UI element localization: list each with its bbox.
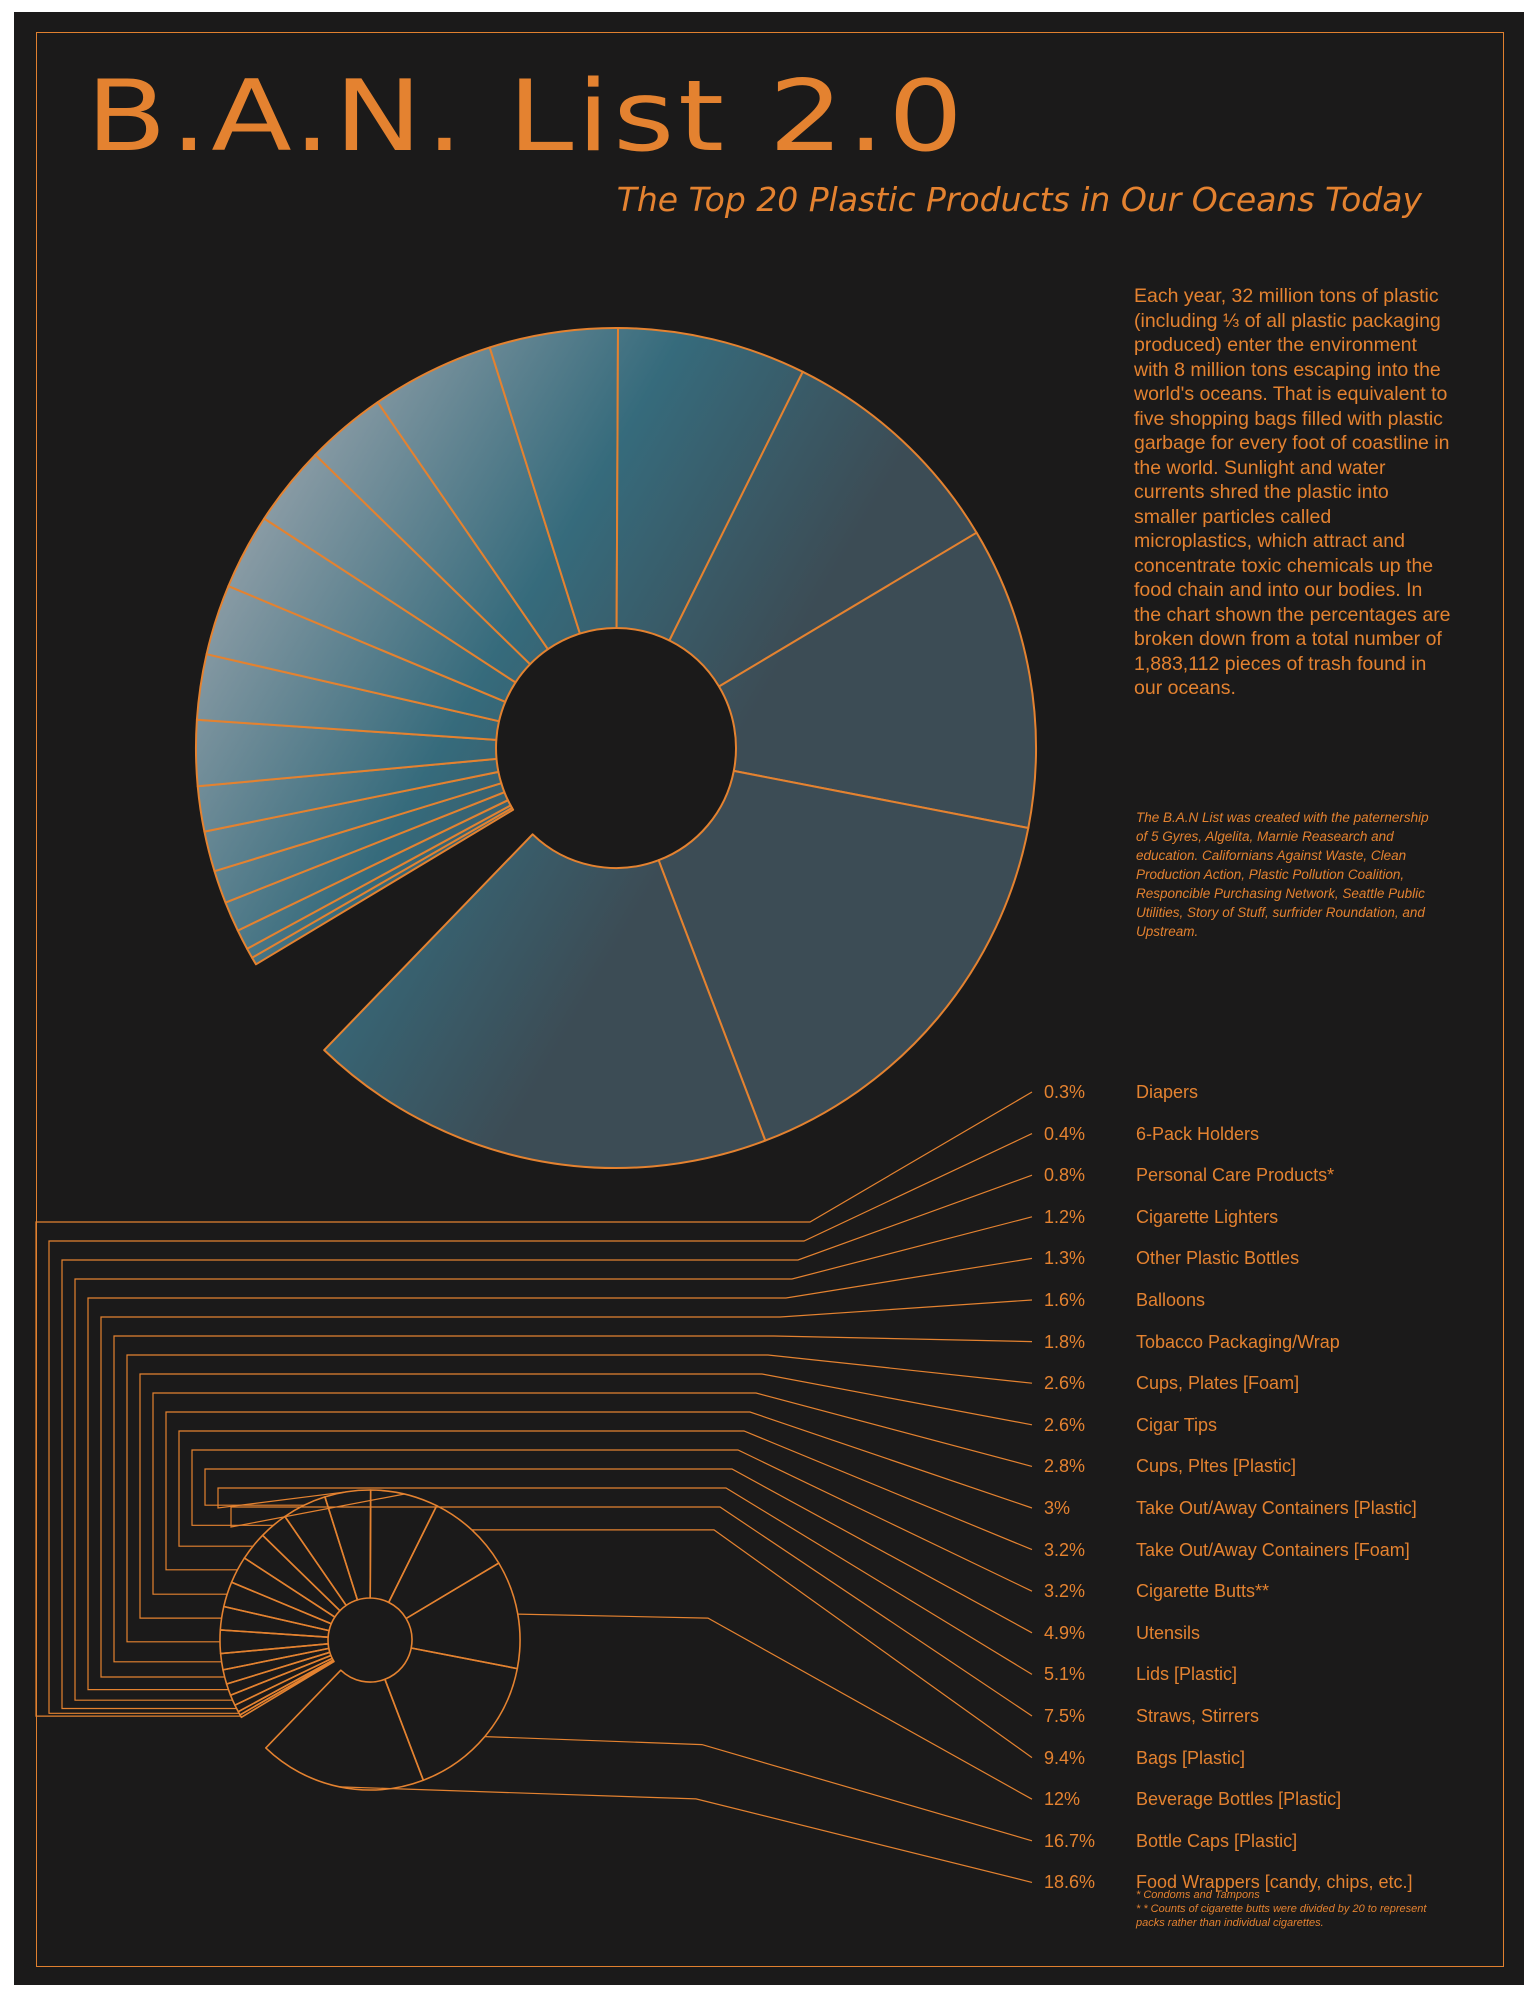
- legend-label: Other Plastic Bottles: [1136, 1248, 1300, 1269]
- legend-value: 12%: [1044, 1789, 1081, 1810]
- footnote-condoms: * Condoms and Tampons: [1136, 1889, 1260, 1901]
- outline-wedge-beverage-bottles-plastic: [406, 1563, 520, 1669]
- legend-value: 1.8%: [1044, 1331, 1086, 1352]
- legend-label: 6-Pack Holders: [1136, 1123, 1260, 1144]
- legend-label: Bottle Caps [Plastic]: [1136, 1830, 1298, 1851]
- footnote-cigarette-butts: * * Counts of cigarette butts were divided by 20 to represent packs rather than individual cigarettes.: [1136, 1903, 1427, 1929]
- legend-value: 4.9%: [1044, 1622, 1086, 1643]
- legend-value: 0.4%: [1044, 1123, 1086, 1144]
- legend-value: 3.2%: [1044, 1581, 1086, 1602]
- legend-value: 3%: [1044, 1498, 1071, 1518]
- legend-value: 2.6%: [1044, 1414, 1086, 1435]
- legend-label: Cups, Plates [Foam]: [1136, 1373, 1300, 1394]
- legend-label: Cigarette Butts**: [1136, 1581, 1270, 1602]
- outline-wedge-bottle-caps-plastic: [385, 1648, 517, 1780]
- small-spiral: [220, 1490, 520, 1790]
- legend-value: 3.2%: [1044, 1539, 1086, 1560]
- legend-value: 2.8%: [1044, 1456, 1086, 1477]
- legend-value: 7.5%: [1044, 1706, 1086, 1726]
- legend-label: Take Out/Away Containers [Foam]: [1136, 1539, 1410, 1560]
- legend-value: 1.6%: [1044, 1290, 1086, 1310]
- legend-label: Food Wrappers [candy, chips, etc.]: [1136, 1872, 1413, 1893]
- outline-wedge-cigar-tips: [220, 1607, 329, 1638]
- legend-value: 0.8%: [1044, 1165, 1086, 1186]
- legend-label: Tobacco Packaging/Wrap: [1136, 1331, 1340, 1352]
- legend-label: Personal Care Products*: [1136, 1165, 1335, 1186]
- legend-label: Lids [Plastic]: [1136, 1664, 1238, 1685]
- legend-label: Cigar Tips: [1136, 1414, 1218, 1435]
- legend-label: Utensils: [1136, 1622, 1201, 1643]
- outline-wedge-utensils: [285, 1497, 358, 1606]
- poster-title: B.A.N. List 2.0: [86, 60, 967, 174]
- outline-wedge-bags-plastic: [389, 1506, 499, 1619]
- legend-value: 5.1%: [1044, 1664, 1086, 1685]
- legend-value: 1.2%: [1044, 1206, 1086, 1227]
- legend-value: 18.6%: [1044, 1872, 1096, 1893]
- footnotes: [1136, 1888, 1456, 1930]
- outline-wedge-cigarette-lighters: [231, 1656, 333, 1706]
- credits-paragraph: The B.A.N List was created with the paternership of 5 Gyres, Algelita, Marnie Reasearch and education. Californians Against Waste, Clean Production Action, Plastic Pollution Coalition, Responcible Purchasing Network, Seattle Public Utilities, Story of Stuff, surfrider Roundation, and Upstream.: [1136, 810, 1429, 939]
- legend-label: Cups, Pltes [Plastic]: [1136, 1456, 1297, 1477]
- outline-wedge-straws-stirrers: [370, 1490, 437, 1602]
- outline-wedge-cups-pltes-plastic: [224, 1582, 331, 1630]
- intro-paragraph: Each year, 32 million tons of plastic (including ⅓ of all plastic packaging produced) enter the environment with 8 million tons escaping into the world's oceans. That is equivalent to five shopping bags filled with plastic garbage for every foot of coastline in the world. Sunlight and water currents shred the plastic into smaller particles called microplastics, which attract and concentrate toxic chemicals up the food chain and into our bodies. In the chart shown the percentages are broken down from a total number of 1,883,112 pieces of trash found in our oceans.: [1134, 285, 1451, 699]
- legend-value: 16.7%: [1044, 1830, 1096, 1851]
- legend-value: 2.6%: [1044, 1373, 1086, 1394]
- main-spiral: [196, 328, 1036, 1168]
- legend-label: Take Out/Away Containers [Plastic]: [1136, 1498, 1417, 1518]
- legend-label: Beverage Bottles [Plastic]: [1136, 1789, 1342, 1810]
- legend-value: 9.4%: [1044, 1747, 1086, 1768]
- legend-label: Diapers: [1136, 1082, 1199, 1102]
- legend-label: Balloons: [1136, 1290, 1206, 1310]
- legend-label: Straws, Stirrers: [1136, 1706, 1260, 1726]
- poster-subtitle: The Top 20 Plastic Products in Our Oceans Today: [616, 180, 1422, 219]
- legend-label: Bags [Plastic]: [1136, 1747, 1246, 1768]
- legend-value: 1.3%: [1044, 1248, 1086, 1269]
- legend-label: Cigarette Lighters: [1136, 1206, 1279, 1227]
- legend-value: 0.3%: [1044, 1082, 1086, 1102]
